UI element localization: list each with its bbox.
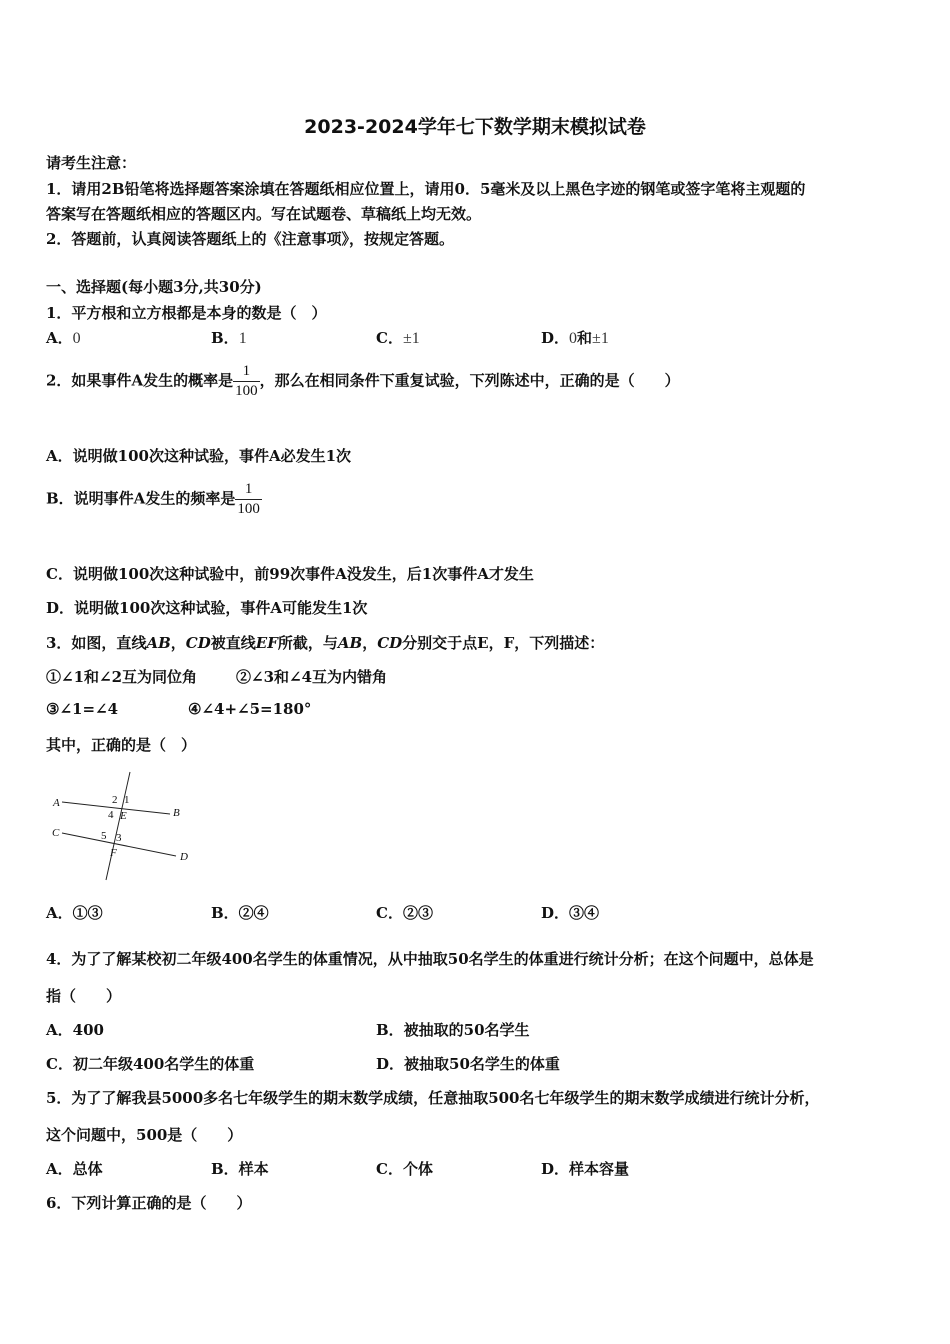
q1-c-label: C． <box>376 329 403 347</box>
label-f: F <box>110 847 117 859</box>
angle-4-label: 4 <box>108 809 114 821</box>
q5-option-b: B．样本 <box>211 1160 269 1178</box>
q3-sep-2: ， <box>362 634 378 652</box>
q1-b-label: B． <box>211 329 239 347</box>
angle-3-label: 3 <box>116 832 122 844</box>
q1-option-d <box>541 327 609 348</box>
q3-stem-p3: 所截，与 <box>277 634 338 652</box>
q3-statement-2: ②∠3和∠4互为内错角 <box>236 668 388 686</box>
q3-line-cd-2: CD <box>377 634 403 652</box>
q5-stem-2: 这个问题中，500是（ ） <box>46 1126 243 1144</box>
q3-line-ab-2: AB <box>337 634 363 652</box>
q2-b-frac-den: 100 <box>237 501 260 517</box>
q5-option-a: A．总体 <box>46 1160 103 1178</box>
q3-line-ef: EF <box>255 634 278 652</box>
q4-stem: 4．为了了解某校初二年级400名学生的体重情况，从中抽取50名学生的体重进行统计分析；在这个问题中，总体是 <box>46 950 814 968</box>
q1-a-label: A． <box>46 329 73 347</box>
q3-option-c: C．②③ <box>376 904 433 922</box>
notice-heading: 请考生注意： <box>46 154 137 172</box>
q2-option-d: D．说明做100次这种试验，事件A可能发生1次 <box>46 599 368 617</box>
q1-stem: 1．平方根和立方根都是本身的数是（ ） <box>46 304 327 322</box>
notice-line-1b: 答案写在答题纸相应的答题区内。写在试题卷、草稿纸上均无效。 <box>46 205 482 223</box>
q3-statement-1: ①∠1和∠2互为同位角 <box>46 668 198 686</box>
q3-option-d: D．③④ <box>541 904 600 922</box>
q3-stem <box>46 632 604 653</box>
q5-option-c: C．个体 <box>376 1160 433 1178</box>
q3-stem-p2: 被直线 <box>210 634 256 652</box>
angle-5-label: 5 <box>101 830 107 842</box>
q2-frac-den: 100 <box>235 383 258 399</box>
label-b: B <box>173 807 180 819</box>
q1-d-value-1: 0 <box>569 330 578 347</box>
q6-stem: 6．下列计算正确的是（ ） <box>46 1194 252 1212</box>
q4-option-c: C．初二年级400名学生的体重 <box>46 1055 255 1073</box>
q5-option-d: D．样本容量 <box>541 1160 630 1178</box>
q3-sep-1: ， <box>170 634 186 652</box>
q3-statement-4: ④∠4+∠5=180° <box>188 700 312 718</box>
q4-stem-2: 指（ ） <box>46 987 122 1005</box>
angle-2-label: 2 <box>112 794 118 806</box>
q3-figure <box>46 768 206 884</box>
section-heading: 一、选择题(每小题3分,共30分) <box>46 278 262 296</box>
label-c: C <box>52 827 60 839</box>
q1-option-b <box>211 327 247 348</box>
notice-line-2: 2．答题前，认真阅读答题纸上的《注意事项》，按规定答题。 <box>46 230 454 248</box>
line-ef <box>106 772 130 880</box>
q4-option-b: B．被抽取的50名学生 <box>376 1021 530 1039</box>
q2-frac-num: 1 <box>242 363 251 379</box>
q2-stem-pre: 2．如果事件A发生的概率是 <box>46 371 234 390</box>
q2-stem-post: ，那么在相同条件下重复试验，下列陈述中，正确的是（ ） <box>259 371 680 390</box>
q1-c-value: ±1 <box>402 330 420 347</box>
q1-option-c <box>376 327 420 348</box>
q4-option-a: A．400 <box>46 1021 104 1039</box>
q3-line-ab: AB <box>146 634 171 652</box>
q1-d-value-2: ±1 <box>592 330 609 347</box>
label-d: D <box>180 851 188 863</box>
q3-stem-p1: 3．如图，直线 <box>46 634 147 652</box>
q2-fraction <box>233 362 260 401</box>
q1-option-a <box>46 327 81 348</box>
angle-1-label: 1 <box>124 794 130 806</box>
q2-option-a: A．说明做100次这种试验，事件A必发生1次 <box>46 447 352 465</box>
q5-stem: 5．为了了解我县5000多名七年级学生的期末数学成绩，任意抽取500名七年级学生的期末数学成绩进行统计分析， <box>46 1089 820 1107</box>
q3-ask: 其中，正确的是（ ） <box>46 736 197 754</box>
q3-statement-3: ③∠1=∠4 <box>46 700 119 718</box>
q3-option-a: A．①③ <box>46 904 103 922</box>
q2-stem <box>46 362 680 401</box>
q2-b-text: B．说明事件A发生的频率是 <box>46 489 236 508</box>
q3-option-b: B．②④ <box>211 904 269 922</box>
q1-a-value: 0 <box>72 330 81 347</box>
q4-option-d: D．被抽取50名学生的体重 <box>376 1055 560 1073</box>
q1-d-conj: 和 <box>577 329 593 347</box>
q1-b-value: 1 <box>238 330 247 347</box>
page-title: 2023-2024学年七下数学期末模拟试卷 <box>304 116 646 138</box>
label-a: A <box>53 797 60 809</box>
q1-d-label: D． <box>541 329 570 347</box>
q2-option-b <box>46 480 262 519</box>
notice-line-1: 1．请用2B铅笔将选择题答案涂填在答题纸相应位置上，请用0．5毫米及以上黑色字迹的钢笔或签字笔将主观题的 <box>46 180 806 198</box>
label-e: E <box>120 810 127 822</box>
q2-b-fraction <box>235 480 262 519</box>
q3-stem-p4: 分别交于点E，F，下列描述： <box>402 634 605 652</box>
q2-b-frac-num: 1 <box>244 481 253 497</box>
q2-option-c: C．说明做100次这种试验中，前99次事件A没发生，后1次事件A才发生 <box>46 565 534 583</box>
q3-line-cd: CD <box>185 634 211 652</box>
